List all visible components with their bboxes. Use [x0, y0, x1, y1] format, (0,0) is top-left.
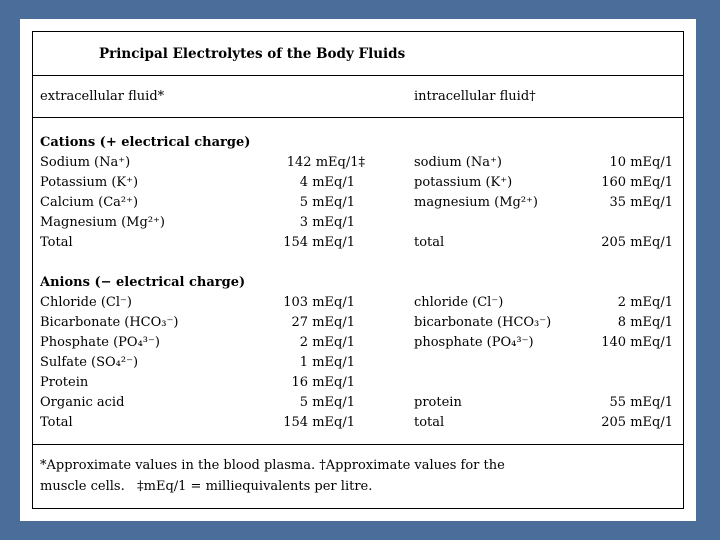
ecf-anion-value: 5 mEq/1 — [299, 395, 355, 410]
divider — [33, 117, 683, 118]
icf-cation-value: 35 mEq/1 — [609, 195, 673, 210]
icf-cation-value: 160 mEq/1 — [601, 175, 673, 190]
ecf-anion-total-value: 154 mEq/1 — [283, 415, 355, 430]
icf-cation-total-value: 205 mEq/1 — [601, 235, 673, 250]
icf-anion-total-label: total — [414, 415, 445, 430]
icf-anion-name: protein — [414, 395, 462, 410]
icf-cation-total-label: total — [414, 235, 445, 250]
ecf-anion-value: 16 mEq/1 — [291, 375, 355, 390]
ecf-anion-name: Sulfate (SO₄²⁻) — [40, 355, 139, 370]
icf-cation-value: 10 mEq/1 — [609, 155, 673, 170]
icf-cation-name: magnesium (Mg²⁺) — [414, 195, 538, 210]
ecf-anion-name: Protein — [40, 375, 89, 390]
anions-heading: Anions (− electrical charge) — [40, 275, 246, 290]
icf-anion-value: 2 mEq/1 — [617, 295, 673, 310]
icf-anion-total-value: 205 mEq/1 — [601, 415, 673, 430]
icf-cation-name: potassium (K⁺) — [414, 175, 513, 190]
ecf-cation-value: 142 mEq/1‡ — [286, 155, 365, 170]
ecf-cation-value: 4 mEq/1 — [299, 175, 355, 190]
ecf-anion-name: Organic acid — [40, 395, 125, 410]
ecf-cation-value: 5 mEq/1 — [299, 195, 355, 210]
ecf-anion-total-label: Total — [40, 415, 73, 430]
ecf-anion-value: 27 mEq/1 — [291, 315, 355, 330]
ecf-anion-value: 103 mEq/1 — [283, 295, 355, 310]
table-title: Principal Electrolytes of the Body Fluids — [99, 46, 406, 62]
icf-anion-name: chloride (Cl⁻) — [414, 295, 504, 310]
header-extracellular: extracellular fluid* — [40, 89, 165, 104]
electrolytes-table — [32, 31, 684, 509]
icf-anion-value: 55 mEq/1 — [609, 395, 673, 410]
icf-anion-name: phosphate (PO₄³⁻) — [414, 335, 534, 350]
ecf-anion-name: Bicarbonate (HCO₃⁻) — [40, 315, 179, 330]
header-intracellular: intracellular fluid† — [414, 89, 536, 104]
footnote-line-2: muscle cells. ‡mEq/1 = milliequivalents per litre. — [40, 479, 373, 494]
ecf-cation-name: Calcium (Ca²⁺) — [40, 195, 139, 210]
ecf-cation-total-value: 154 mEq/1 — [283, 235, 355, 250]
icf-anion-name: bicarbonate (HCO₃⁻) — [414, 315, 552, 330]
divider — [33, 75, 683, 76]
icf-cation-name: sodium (Na⁺) — [414, 155, 502, 170]
slide — [20, 19, 696, 521]
icf-anion-value: 8 mEq/1 — [617, 315, 673, 330]
ecf-cation-total-label: Total — [40, 235, 73, 250]
cations-heading: Cations (+ electrical charge) — [40, 135, 251, 150]
divider — [33, 444, 683, 445]
ecf-anion-name: Chloride (Cl⁻) — [40, 295, 132, 310]
ecf-anion-value: 2 mEq/1 — [299, 335, 355, 350]
ecf-cation-value: 3 mEq/1 — [299, 215, 355, 230]
ecf-cation-name: Magnesium (Mg²⁺) — [40, 215, 165, 230]
ecf-cation-name: Sodium (Na⁺) — [40, 155, 131, 170]
icf-anion-value: 140 mEq/1 — [601, 335, 673, 350]
ecf-cation-name: Potassium (K⁺) — [40, 175, 139, 190]
ecf-anion-name: Phosphate (PO₄³⁻) — [40, 335, 160, 350]
ecf-anion-value: 1 mEq/1 — [299, 355, 355, 370]
footnote-line-1: *Approximate values in the blood plasma. †Approximate values for the — [40, 458, 505, 473]
